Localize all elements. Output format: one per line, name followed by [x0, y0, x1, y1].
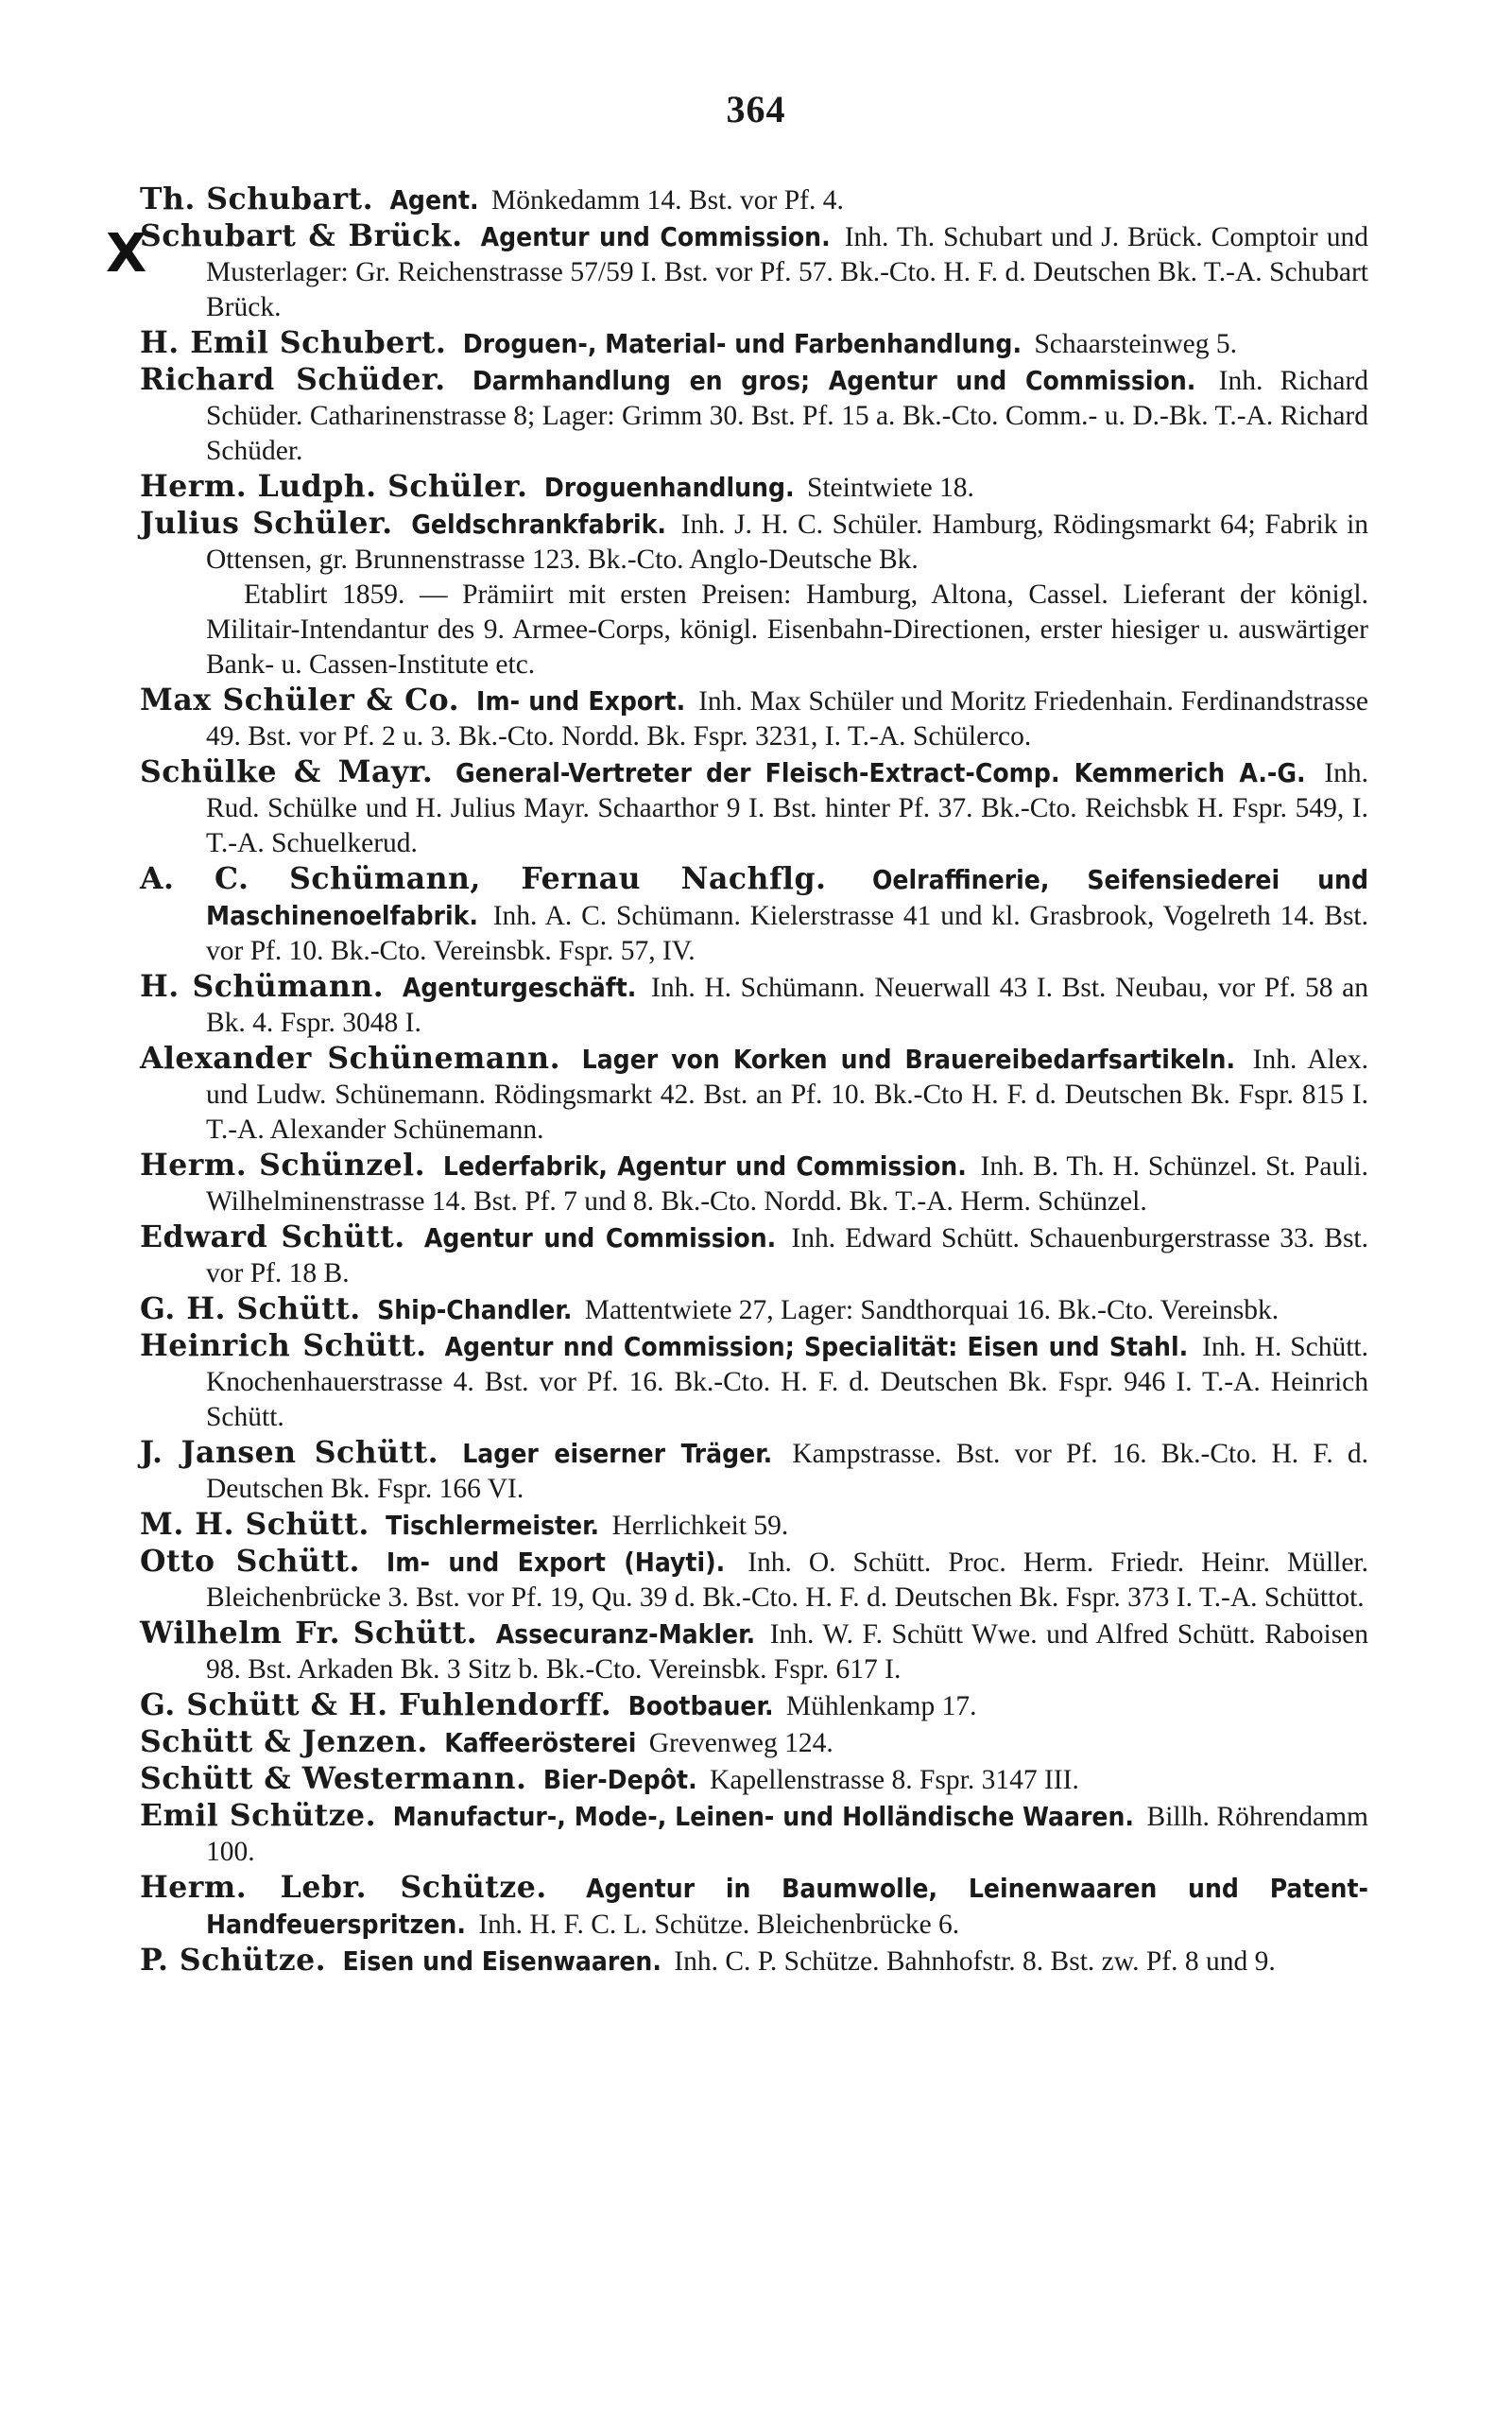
directory-entry — [140, 1687, 1368, 1724]
firm-name: Herm. Schünzel. — [140, 1148, 426, 1183]
firm-trade: Lederfabrik, Agentur und Commission. — [442, 1150, 967, 1182]
firm-trade: Agentur und Commission. — [423, 1222, 777, 1253]
directory-entry — [140, 1507, 1368, 1544]
firm-name: P. Schütze. — [140, 1943, 327, 1978]
firm-trade: Bier-Depôt. — [542, 1764, 697, 1795]
firm-trade: Manufactur-, Mode-, Leinen- und Holländische Waaren. — [392, 1801, 1134, 1832]
firm-details: Steintwiete 18. — [806, 473, 974, 503]
directory-entry — [140, 1616, 1368, 1687]
firm-name: Schütt & Westermann. — [140, 1761, 527, 1796]
directory-entry — [140, 1041, 1368, 1148]
firm-name: Wilhelm Fr. Schütt. — [140, 1616, 478, 1651]
firm-trade: Agentur und Commission. — [480, 221, 831, 252]
firm-trade: Lager von Korken und Brauereibedarfsartikeln. — [581, 1044, 1236, 1075]
directory-entry — [140, 469, 1368, 506]
firm-name: Heinrich Schütt. — [140, 1328, 427, 1363]
directory-entry — [140, 1798, 1368, 1870]
firm-details: Inh. Richard Schüder. Catharinenstrasse 8; Lager: Grimm 30. Bst. Pf. 15 a. Bk.-Cto. Comm.- u. D.-Bk. T.-A. Richard Schüder. — [206, 366, 1369, 466]
firm-name: Richard Schüder. — [140, 362, 446, 397]
firm-details: Inh. Rud. Schülke und H. Julius Mayr. Schaarthor 9 I. Bst. hinter Pf. 37. Bk.-Cto. Reichsbk H. Fspr. 549, I. T.-A. Schuelkerud. — [206, 758, 1369, 858]
firm-trade: Im- und Export (Hayti). — [386, 1547, 726, 1578]
firm-details: Inh. H. F. C. L. Schütze. Bleichenbrücke 6. — [478, 1910, 960, 1940]
directory-entry — [140, 218, 1368, 325]
directory-entry — [140, 1544, 1368, 1616]
firm-trade: Ship-Chandler. — [377, 1294, 573, 1325]
directory-entry — [140, 754, 1368, 861]
firm-name: Schubart & Brück. — [140, 218, 463, 253]
firm-details: Inh. A. C. Schümann. Kielerstrasse 41 und kl. Grasbrook, Vogelreth 14. Bst. vor Pf. 10. Bk.-Cto. Vereinsbk. Fspr. 57, IV. — [206, 901, 1369, 966]
firm-name: Th. Schubart. — [140, 182, 374, 216]
firm-trade: Oelraffinerie, Seifensiederei und Maschinenoelfabrik. — [206, 864, 1368, 931]
firm-details: Inh. W. F. Schütt Wwe. und Alfred Schütt. Raboisen 98. Bst. Arkaden Bk. 3 Sitz b. Bk.-Cto. Vereinsbk. Fspr. 617 I. — [206, 1619, 1369, 1685]
firm-details: Inh. H. Schütt. Knochenhauerstrasse 4. Bst. vor Pf. 16. Bk.-Cto. H. F. d. Deutschen Bk. Fspr. 946 I. T.-A. Heinrich Schütt. — [206, 1332, 1368, 1432]
firm-name: J. Jansen Schütt. — [140, 1435, 439, 1470]
firm-name: G. Schütt & H. Fuhlendorff. — [140, 1687, 612, 1722]
firm-details: Inh. C. P. Schütze. Bahnhofstr. 8. Bst. zw. Pf. 8 und 9. — [674, 1946, 1276, 1977]
firm-trade: Lager eiserner Träger. — [462, 1438, 773, 1469]
directory-entry — [140, 506, 1368, 578]
firm-name: Schütt & Jenzen. — [140, 1724, 428, 1759]
firm-trade: Eisen und Eisenwaaren. — [342, 1945, 662, 1977]
firm-details: Inh. Edward Schütt. Schauenburgerstrasse 33. Bst. vor Pf. 18 B. — [206, 1223, 1369, 1288]
firm-trade: Geldschrankfabrik. — [411, 509, 666, 540]
firm-details: Kampstrasse. Bst. vor Pf. 16. Bk.-Cto. H. F. d. Deutschen Bk. Fspr. 166 VI. — [206, 1439, 1368, 1504]
firm-trade: Droguen-, Material- und Farbenhandlung. — [462, 328, 1022, 359]
firm-details: Inh. H. Schümann. Neuerwall 43 I. Bst. Neubau, vor Pf. 58 an Bk. 4. Fspr. 3048 I. — [206, 973, 1368, 1038]
firm-details: Mühlenkamp 17. — [785, 1691, 977, 1721]
firm-trade: Darmhandlung en gros; Agentur und Commission. — [472, 365, 1196, 396]
directory-entry — [140, 1219, 1368, 1291]
directory-entry — [140, 1761, 1368, 1798]
firm-details: Schaarsteinweg 5. — [1034, 329, 1238, 359]
firm-trade: General-Vertreter der Fleisch-Extract-Comp. Kemmerich A.-G. — [455, 757, 1306, 788]
firm-name: Emil Schütze. — [140, 1798, 377, 1833]
firm-name: H. Schümann. — [140, 969, 385, 1004]
directory-entry — [140, 1148, 1368, 1219]
firm-name: Julius Schüler. — [140, 506, 393, 541]
firm-details: Inh. J. H. C. Schüler. Hamburg, Rödingsmarkt 64; Fabrik in Ottensen, gr. Brunnenstrasse 123. Bk.-Cto. Anglo-Deutsche Bk. — [206, 510, 1369, 575]
directory-entry — [140, 1328, 1368, 1435]
directory-entries — [140, 182, 1368, 1979]
firm-trade: Tischlermeister. — [386, 1510, 600, 1541]
directory-entry — [140, 362, 1368, 469]
directory-entry — [140, 1870, 1368, 1943]
directory-entry — [140, 1943, 1368, 1979]
page-number: 364 — [726, 88, 786, 130]
firm-name: Herm. Lebr. Schütze. — [140, 1870, 547, 1905]
firm-details: Mönkedamm 14. Bst. vor Pf. 4. — [490, 185, 844, 216]
firm-details: Inh. Max Schüler und Moritz Friedenhain. Ferdinandstrasse 49. Bst. vor Pf. 2 u. 3. Bk.-Cto. Nordd. Bk. Fspr. 3231, I. T.-A. Schülerco. — [206, 686, 1369, 752]
firm-details: Inh. Th. Schubart und J. Brück. Comptoir und Musterlager: Gr. Reichenstrasse 57/59 I. Bst. vor Pf. 57. Bk.-Cto. H. F. d. Deutschen Bk. T.-A. Schubart Brück. — [206, 222, 1369, 322]
directory-entry — [140, 969, 1368, 1041]
firm-trade: Droguenhandlung. — [543, 472, 795, 503]
directory-entry — [140, 1724, 1368, 1761]
firm-trade: Assecuranz-Makler. — [495, 1618, 756, 1650]
firm-details: Mattentwiete 27, Lager: Sandthorquai 16. Bk.-Cto. Vereinsbk. — [584, 1295, 1280, 1325]
directory-entry — [140, 182, 1368, 218]
firm-name: Herm. Ludph. Schüler. — [140, 469, 528, 504]
firm-details: Inh. Alex. und Ludw. Schünemann. Rödingsmarkt 42. Bst. an Pf. 10. Bk.-Cto H. F. d. Deutschen Bk. Fspr. 815 I. T.-A. Alexander Schünemann. — [206, 1045, 1369, 1145]
firm-name: Otto Schütt. — [140, 1544, 360, 1579]
firm-name: Edward Schütt. — [140, 1219, 405, 1254]
firm-trade: Agentur nnd Commission; Specialität: Eisen und Stahl. — [444, 1331, 1189, 1362]
firm-name: H. Emil Schubert. — [140, 325, 447, 360]
firm-details: Inh. B. Th. H. Schünzel. St. Pauli. Wilhelminenstrasse 14. Bst. Pf. 7 und 8. Bk.-Cto. Nordd. Bk. T.-A. Herm. Schünzel. — [206, 1151, 1368, 1217]
firm-details: Billh. Röhrendamm 100. — [206, 1802, 1368, 1867]
firm-name: Max Schüler & Co. — [140, 683, 460, 717]
handwritten-margin-mark: X — [106, 223, 147, 285]
firm-details: Inh. O. Schütt. Proc. Herm. Friedr. Heinr. Müller. Bleichenbrücke 3. Bst. vor Pf. 19, Qu. 39 d. Bk.-Cto. H. F. d. Deutschen Bk. Fspr. 373 I. T.-A. Schüttot. — [206, 1547, 1368, 1613]
firm-details: Kapellenstrasse 8. Fspr. 3147 III. — [710, 1765, 1079, 1795]
firm-extra-note: Etablirt 1859. — Prämiirt mit ersten Preisen: Hamburg, Altona, Cassel. Lieferant der königl. Militair-Intendantur des 9. Armee-Corps, königl. Eisenbahn-Directionen, erster hiesiger u. auswärtiger Bank- u. Cassen-Institute etc. — [206, 579, 1368, 680]
firm-trade: Kaffeerösterei — [444, 1727, 637, 1758]
firm-details: Grevenweg 124. — [648, 1728, 833, 1758]
firm-trade: Agent. — [389, 184, 479, 216]
firm-trade: Agentur in Baumwolle, Leinenwaaren und Patent-Handfeuerspritzen. — [206, 1873, 1368, 1940]
firm-trade: Im- und Export. — [475, 685, 686, 717]
firm-name: Schülke & Mayr. — [140, 754, 434, 789]
firm-name: Alexander Schünemann. — [140, 1041, 561, 1076]
firm-trade: Agenturgeschäft. — [402, 972, 637, 1003]
firm-name: M. H. Schütt. — [140, 1507, 369, 1542]
firm-name: G. H. Schütt. — [140, 1291, 361, 1326]
directory-entry — [140, 1291, 1368, 1328]
firm-trade: Bootbauer. — [627, 1690, 774, 1721]
firm-name: A. C. Schümann, Fernau Nachflg. — [140, 861, 827, 896]
directory-entry — [140, 1435, 1368, 1507]
firm-details: Herrlichkeit 59. — [611, 1511, 789, 1541]
directory-entry — [140, 325, 1368, 362]
directory-entry — [140, 861, 1368, 969]
directory-entry — [140, 683, 1368, 754]
